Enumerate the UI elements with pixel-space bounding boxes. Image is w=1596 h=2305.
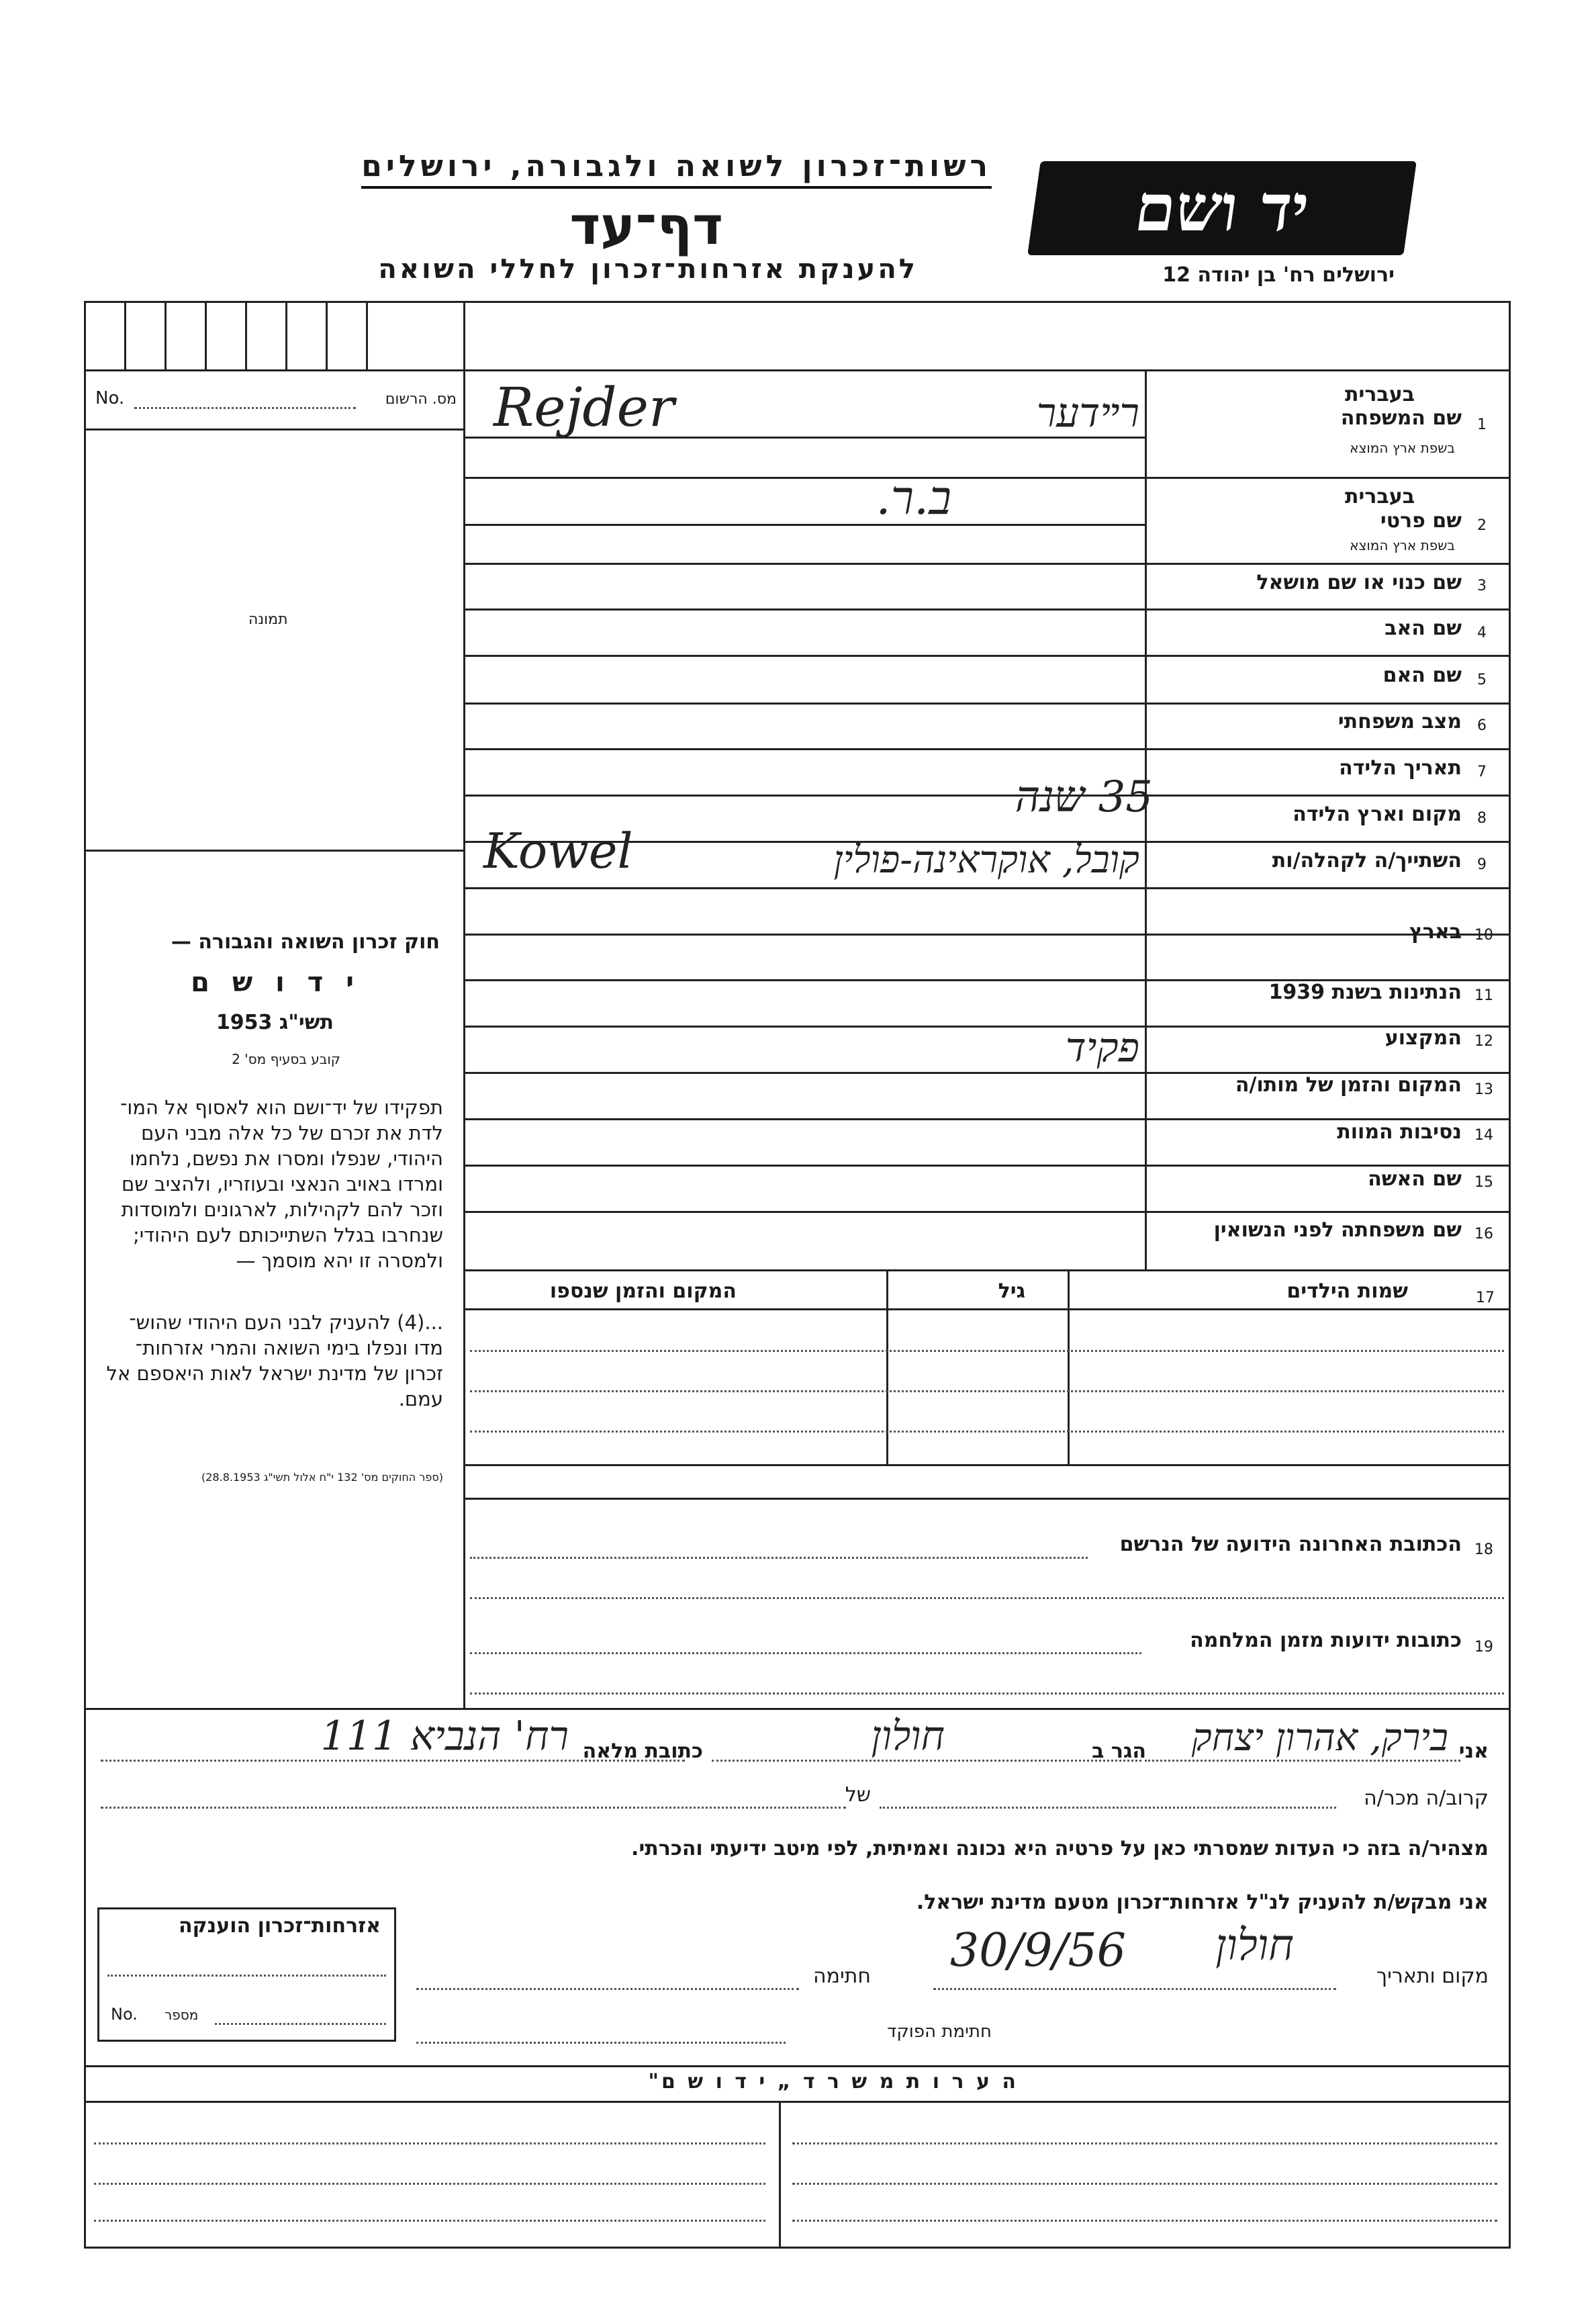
law-text-2: ...(4) להעניק לבני העם היהודי שהוש־ מדו ונפלו בימי השואה והמרי אזרחות־ זכרון של מדינת ישראל לאות היאספם אל עמם.	[106, 1311, 443, 1410]
field-13-number: 13	[1474, 1081, 1493, 1098]
sign-date-value: 30/9/56	[949, 1924, 1126, 1977]
field-3-label: שם כנוי או שם מושאל	[1256, 571, 1462, 594]
registration-cells	[84, 301, 463, 369]
registration-no-label: No.	[95, 388, 125, 408]
law-name: י ד ו ש ם	[191, 967, 361, 998]
award-box-title: אזרחות־זכרון הוענקה	[178, 1914, 381, 1938]
sign-place-value: חולון	[1215, 1921, 1294, 1971]
field-15-number: 15	[1474, 1174, 1493, 1191]
field-9-number: 9	[1477, 856, 1487, 873]
field-17-number: 17	[1476, 1290, 1495, 1306]
address-line: ירושלים רח' בן יהודה 12	[1162, 263, 1395, 287]
field-11-label: הנתינות בשנת 1939	[1268, 981, 1462, 1004]
profession-value: פקיד	[1065, 1024, 1139, 1071]
field-14-number: 14	[1474, 1127, 1493, 1144]
field-14-label: נסיבות המוות	[1337, 1120, 1462, 1144]
form-subtitle: להענקת אזרחות־זכרון לחללי השואה	[378, 254, 918, 285]
field-1-label: שם המשפחה	[1340, 406, 1462, 430]
declaration-request: אני מבקש/ת להעניק לנ"ל אזרחות־זכרון מטעם מדינת ישראל.	[916, 1891, 1489, 1914]
relative-label: קרוב/ה מכר/ה	[1364, 1787, 1489, 1810]
field-6-number: 6	[1477, 717, 1487, 734]
law-title: חוק זכרון השואה והגבורה —	[171, 930, 440, 954]
law-clause: קובע בסעיף מס' 2	[232, 1051, 340, 1067]
field-19-number: 19	[1474, 1639, 1493, 1656]
birth-place-latin-value: Kowel	[483, 823, 633, 879]
field-2-sub-origin: בשפת ארץ המוצא	[1350, 537, 1455, 553]
award-number-label: מספר	[165, 2007, 199, 2023]
witness-name-value: בירק, אהרון יצחק	[1191, 1716, 1448, 1760]
children-names-header: שמות הילדים	[1286, 1279, 1408, 1303]
field-4-label: שם האב	[1384, 617, 1462, 640]
field-5-number: 5	[1477, 672, 1487, 688]
field-2-sub-hebrew: בעברית	[1345, 485, 1415, 508]
children-age-header: גיל	[998, 1279, 1025, 1303]
award-no-label: No.	[111, 2005, 138, 2024]
resides-label: הגר ב	[1092, 1739, 1146, 1763]
field-7-label: תאריך הלידה	[1339, 756, 1462, 780]
authority-title: רשות־זכרון לשואה ולגבורה, ירושלים	[361, 149, 992, 189]
field-10-number: 10	[1474, 927, 1493, 944]
field-6-label: מצב משפחתי	[1337, 710, 1462, 733]
field-1-sub-hebrew: בעברית	[1345, 383, 1415, 406]
field-7-number: 7	[1477, 764, 1487, 780]
war-addresses-label: כתובות ידועות מזמן המלחמה	[1190, 1629, 1462, 1652]
field-5-label: שם האם	[1382, 664, 1462, 687]
field-16-label: שם משפחתה לפני הנשואין	[1213, 1218, 1462, 1242]
law-reference: (ספר החוקים מס' 132 י"ח אלול תשי"ג 28.8.1953)	[201, 1471, 443, 1484]
surname-latin-value: Rejder	[494, 376, 675, 439]
field-12-number: 12	[1474, 1033, 1493, 1050]
declaration-i-label: אני	[1458, 1739, 1489, 1763]
field-18-number: 18	[1474, 1541, 1493, 1558]
field-13-label: המקום והזמן של מותו/ה	[1235, 1073, 1462, 1097]
logo-text: יד ושם	[1130, 170, 1314, 246]
field-11-number: 11	[1474, 987, 1493, 1004]
field-8-number: 8	[1477, 810, 1487, 827]
field-2-label: שם פרטי	[1380, 509, 1462, 533]
surname-hebrew-value: רײדער	[1036, 390, 1139, 437]
field-4-number: 4	[1477, 625, 1487, 641]
signature-label: חתימה	[812, 1964, 871, 1988]
yad-vashem-logo	[1027, 161, 1417, 255]
field-16-number: 16	[1474, 1226, 1493, 1242]
office-notes-title: ה ע ר ו ת מ ש ר ד „ י ד ו ש ם"	[648, 2070, 1019, 2093]
of-label: של	[845, 1783, 871, 1807]
birth-place-hebrew-value: קובל, אוקראינה-פולין	[833, 838, 1139, 882]
full-address-label: כתובת מלאה	[582, 1739, 703, 1763]
witness-address-value: רח' הנביא 111	[320, 1713, 569, 1760]
form-title: דף־עד	[569, 196, 723, 257]
field-3-number: 3	[1477, 578, 1487, 594]
registration-label: מס. הרשום	[385, 391, 457, 408]
photo-label: תמונה	[248, 611, 288, 628]
field-10-label: בארץ	[1409, 920, 1462, 944]
official-signature-label: חתימת הפוקד	[887, 2022, 992, 2042]
last-address-label: הכתובת האחרונה הידועה של הנרשם	[1119, 1533, 1462, 1556]
field-2-number: 2	[1477, 517, 1487, 534]
field-1-number: 1	[1477, 416, 1487, 433]
first-name-value: ב.ר.	[876, 470, 951, 525]
law-text-1: תפקידו של יד־ושם הוא לאסוף אל המו־ לדת את זכרם של כל אלה מבני העם היהודי, שנפלו ומסרו את נפשם, נלחמו ומרדו באויב הנאצי ובעוזריו, ולהציב שם וזכר להם לקהילות, לארגונים ולמוסדות שנחרבו בגלל השתייכותם לעם היהודי; ולמסרה זו יהא מוסמך —	[120, 1096, 443, 1272]
witness-city-value: חולון	[871, 1713, 945, 1760]
field-8-label: מקום וארץ הלידה	[1293, 803, 1462, 826]
field-1-sub-origin: בשפת ארץ המוצא	[1350, 440, 1455, 456]
birth-date-value: 35 שנה	[1015, 772, 1153, 822]
children-place-header: המקום והזמן שנספו	[549, 1279, 737, 1303]
declaration-statement: מצהיר/ה בזה כי העדות שמסרתי כאן על פרטיה היא נכונה ואמיתית, לפי מיטב ידיעתי והכרתי.	[631, 1837, 1489, 1860]
field-9-label: השתייך/ה לקהלה/ות	[1272, 849, 1462, 872]
field-15-label: שם האשה	[1368, 1167, 1462, 1191]
law-year: תשי"ג 1953	[216, 1011, 334, 1034]
place-date-label: מקום ותאריך	[1376, 1964, 1489, 1988]
field-12-label: המקצוע	[1384, 1026, 1462, 1050]
